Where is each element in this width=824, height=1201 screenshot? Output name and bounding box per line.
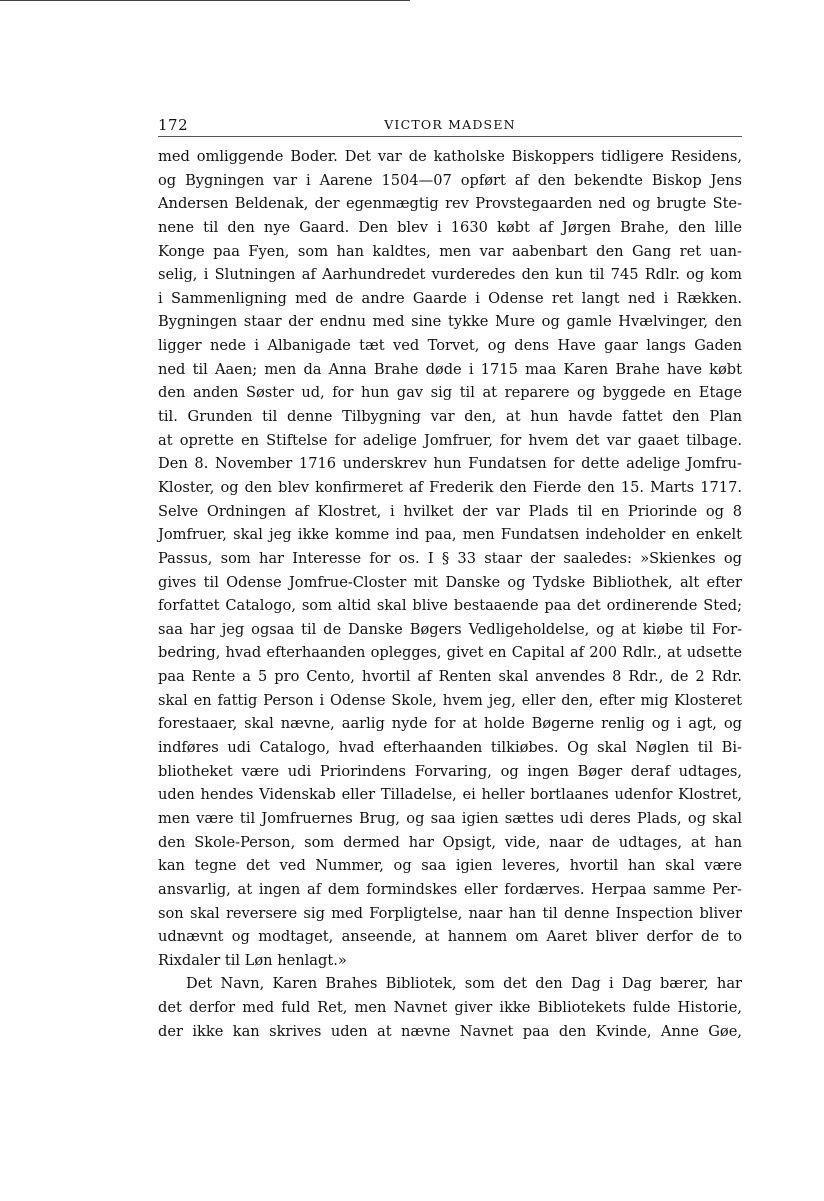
- text-line: uden hendes Videnskab eller Tilladelse, ei heller bortlaanes udenfor Klostret,: [158, 786, 742, 804]
- text-line: indføres udi Catalogo, hvad efterhaanden tilkiøbes. Og skal Nøglen til Bi-: [158, 739, 742, 757]
- running-title: VICTOR MADSEN: [384, 117, 516, 132]
- paragraph-1: [158, 145, 742, 972]
- text-line: gives til Odense Jomfrue-Closter mit Danske og Tydske Bibliothek, alt efter: [158, 573, 742, 591]
- text-line: Den 8. November 1716 underskrev hun Fundatsen for dette adelige Jomfru-: [158, 455, 742, 473]
- text-line: den Skole-Person, som dermed har Opsigt, vide, naar de udtages, at han: [158, 833, 742, 851]
- text-line: der ikke kan skrives uden at nævne Navnet paa den Kvinde, Anne Gøe,: [158, 1022, 742, 1040]
- text-line: udnævnt og modtaget, anseende, at hannem om Aaret bliver derfor de to: [158, 928, 742, 946]
- text-line: Kloster, og den blev konfirmeret af Frederik den Fierde den 15. Marts 1717.: [158, 478, 742, 496]
- text-line: det derfor med fuld Ret, men Navnet giver ikke Bibliotekets fulde Historie,: [158, 999, 742, 1017]
- text-line: Konge paa Fyen, som han kaldtes, men var aabenbart den Gang ret uan-: [158, 242, 742, 260]
- text-line: Passus, som har Interesse for os. I § 33 staar der saaledes: »Skienkes og: [158, 549, 742, 567]
- text-line: at oprette en Stiftelse for adelige Jomfruer, for hvem det var gaaet tilbage.: [158, 431, 742, 449]
- text-line: ansvarlig, at ingen af dem formindskes eller fordærves. Herpaa samme Per-: [158, 880, 742, 898]
- text-line: Rixdaler til Løn henlagt.»: [158, 951, 347, 969]
- text-line: den anden Søster ud, for hun gav sig til at reparere og byggede en Etage: [158, 384, 742, 402]
- text-line: skal en fattig Person i Odense Skole, hvem jeg, eller den, efter mig Klosteret: [158, 691, 742, 709]
- text-line: Jomfruer, skal jeg ikke komme ind paa, men Fundatsen indeholder en enkelt: [158, 526, 742, 544]
- text-line: men være til Jomfruernes Brug, og saa igien sættes udi deres Plads, og skal: [158, 809, 742, 827]
- text-line: til. Grunden til denne Tilbygning var den, at hun havde fattet den Plan: [158, 408, 742, 426]
- page-number: 172: [158, 116, 189, 134]
- book-page: [158, 114, 742, 1043]
- text-line: Bygningen staar der endnu med sine tykke Mure og gamle Hvælvinger, den: [158, 313, 742, 331]
- text-line: kan tegne det ved Nummer, og saa igien leveres, hvortil han skal være: [158, 857, 742, 875]
- text-line: og Bygningen var i Aarene 1504—07 opført af den bekendte Biskop Jens: [158, 171, 742, 189]
- text-line: bedring, hvad efterhaanden oplegges, givet en Capital af 200 Rdlr., at udsette: [158, 644, 742, 662]
- text-line: bliotheket være udi Priorindens Forvaring, og ingen Bøger deraf udtages,: [158, 762, 742, 780]
- text-line: selig, i Slutningen af Aarhundredet vurderedes den kun til 745 Rdlr. og kom: [158, 266, 742, 284]
- text-line: ned til Aaen; men da Anna Brahe døde i 1715 maa Karen Brahe have købt: [158, 360, 742, 378]
- text-line: Selve Ordningen af Klostret, i hvilket der var Plads til en Priorinde og 8: [158, 502, 742, 520]
- text-line: med omliggende Boder. Det var de katholske Biskoppers tidligere Residens,: [158, 148, 742, 165]
- body-text: [158, 145, 742, 1043]
- text-line: nene til den nye Gaard. Den blev i 1630 købt af Jørgen Brahe, den lille: [158, 218, 742, 236]
- paragraph-2: [158, 972, 742, 1043]
- text-line: Andersen Beldenak, der egenmægtig rev Provstegaarden ned og brugte Ste-: [158, 195, 742, 213]
- text-line: forestaaer, skal nævne, aarlig nyde for at holde Bøgerne renlig og i agt, og: [158, 715, 742, 733]
- text-line: son skal reversere sig med Forpligtelse, naar han til denne Inspection bliver: [158, 904, 742, 922]
- text-line: paa Rente a 5 pro Cento, hvortil af Renten skal anvendes 8 Rdr., de 2 Rdr.: [158, 668, 742, 686]
- page-header: [158, 114, 742, 137]
- text-line: ligger nede i Albanigade tæt ved Torvet, og dens Have gaar langs Gaden: [158, 337, 742, 355]
- text-line: forfattet Catalogo, som altid skal blive bestaaende paa det ordinerende Sted;: [158, 597, 742, 615]
- text-line: i Sammenligning med de andre Gaarde i Odense ret langt ned i Rækken.: [158, 289, 742, 307]
- scan-edge-line: [0, 0, 410, 1]
- text-line: saa har jeg ogsaa til de Danske Bøgers Vedligeholdelse, og at kiøbe til For-: [158, 620, 742, 638]
- text-line: Det Navn, Karen Brahes Bibliotek, som det den Dag i Dag bærer, har: [186, 975, 742, 993]
